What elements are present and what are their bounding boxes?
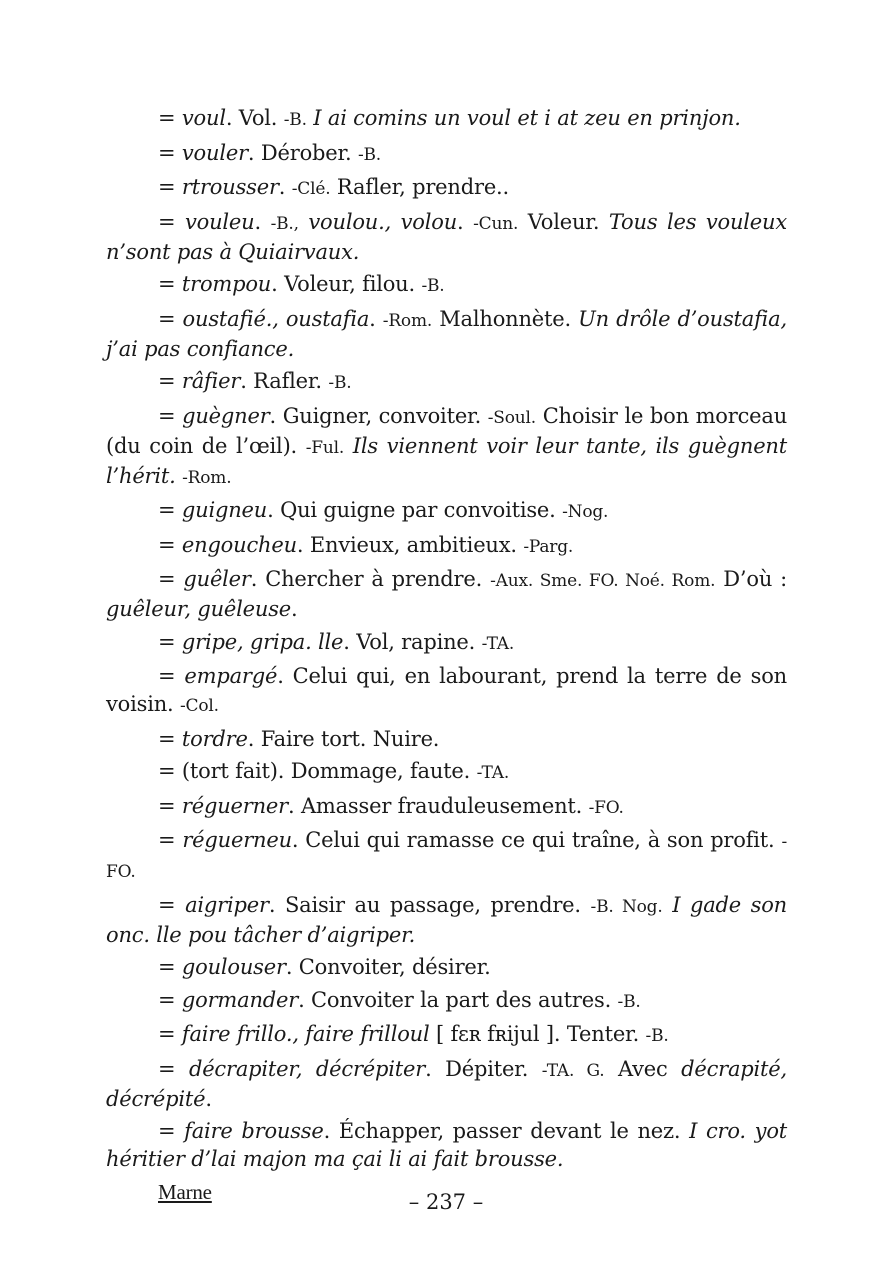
entry-oustafie: = oustafié., oustafia. -Rom. Malhonnète. Un drôle d’oustafia, j’ai pas confiance. xyxy=(106,306,787,361)
entry-rtrousser: = rtrousser. -Clé. Rafler, prendre.. xyxy=(158,175,509,199)
entry-goulouser: = goulouser. Convoiter, désirer. xyxy=(158,955,491,979)
entry-guegner: = guègner. Guigner, convoiter. -Soul. Choisir le bon morceau (du coin de l’œil). -Ful. Ils viennent voir leur tante, ils guègnent l’hérit. -Rom. xyxy=(106,403,788,488)
entry-tort-fait: = (tort fait). Dommage, faute. -TA. xyxy=(158,759,510,783)
entry-gormander: = gormander. Convoiter la part des autres. -B. xyxy=(158,987,641,1012)
entry-guigneu: = guigneu. Qui guigne par convoitise. -Nog. xyxy=(158,498,609,522)
entry-rafier: = râfier. Rafler. -B. xyxy=(158,369,352,393)
entry-trompou: = trompou. Voleur, filou. -B. xyxy=(158,272,445,296)
dictionary-page-body xyxy=(106,104,787,1206)
entry-emparge: = empargé. Celui qui, en labourant, prend la terre de son voisin. -Col. xyxy=(106,664,787,716)
entry-tordre: = tordre. Faire tort. Nuire. xyxy=(158,726,440,751)
entry-gripe: = gripe, gripa. lle. Vol, rapine. -TA. xyxy=(158,629,515,654)
entry-faire-frillo: = faire frillo., faire frilloul [ fɛʀ fʀijul ]. Tenter. -B. xyxy=(158,1022,669,1046)
entry-gueler: = guêler. Chercher à prendre. -Aux. Sme. FO. Noé. Rom. D’où : guêleur, guêleuse. xyxy=(106,567,788,621)
entry-vouleu: = vouleu. -B., voulou., volou. -Cun. Voleur. Tous les vouleux n’sont pas à Quiairvaux. xyxy=(106,209,788,264)
entry-reguerner: = réguerner. Amasser frauduleusement. -FO. xyxy=(158,793,624,818)
section-link-marne[interactable]: Marne xyxy=(158,1179,212,1204)
entry-reguerneu: = réguerneu. Celui qui ramasse ce qui traîne, à son profit. -FO. xyxy=(106,828,787,882)
entry-decrapiter: = décrapiter, décrépiter. Dépiter. -TA. G. Avec décrapité, décrépité. xyxy=(106,1056,787,1111)
page-number: – 237 – xyxy=(408,1190,484,1214)
entry-faire-brousse: = faire brousse. Échapper, passer devant le nez. I cro. yot héritier d’lai majon ma çai li ai fait brousse. xyxy=(106,1119,787,1171)
phonetic-transcription: [ fɛʀ fʀijul ] xyxy=(435,1022,554,1046)
entry-vouler: = vouler. Dérober. -B. xyxy=(158,140,382,165)
entry-aigriper: = aigriper. Saisir au passage, prendre. -B. Nog. I gade son onc. lle pou tâcher d’aigriper. xyxy=(106,892,787,947)
entry-engoucheu: = engoucheu. Envieux, ambitieux. -Parg. xyxy=(158,532,574,557)
entry-voul: = voul. Vol. -B. I ai comins un voul et i at zeu en prinjon. xyxy=(158,106,741,130)
